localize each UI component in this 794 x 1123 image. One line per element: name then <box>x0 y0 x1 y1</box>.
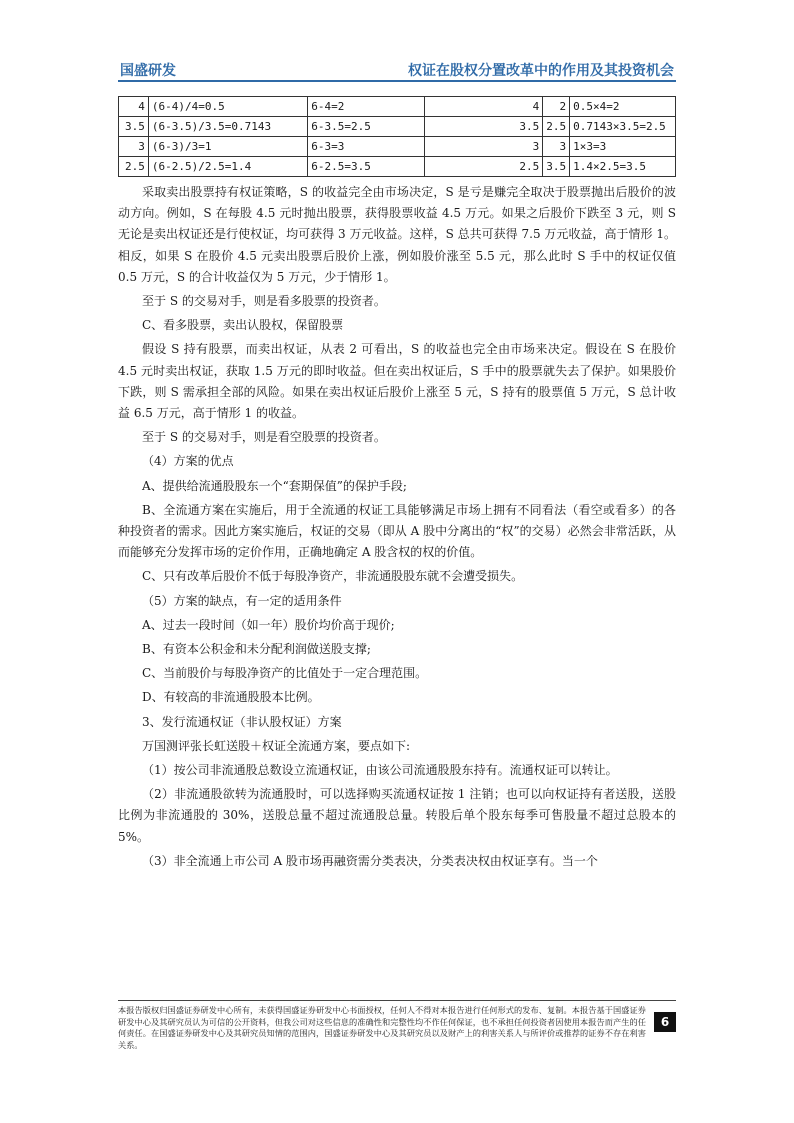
table-cell: 6-2.5=3.5 <box>308 157 425 177</box>
paragraph: （1）按公司非流通股总数设立流通权证，由该公司流通股股东持有。流通权证可以转让。 <box>142 763 618 778</box>
table-cell: 3.5 <box>425 117 543 137</box>
table-row <box>119 117 676 137</box>
table-cell: (6-4)/4=0.5 <box>148 97 307 117</box>
table-cell: 1×3=3 <box>570 137 676 157</box>
table-cell: 4 <box>425 97 543 117</box>
table-cell: 4 <box>119 97 149 117</box>
paragraph: C、看多股票，卖出认股权，保留股票 <box>142 318 344 333</box>
table-cell: 0.7143×3.5=2.5 <box>570 117 676 137</box>
table-cell: 2.5 <box>543 117 570 137</box>
paragraph: C、当前股价与每股净资产的比值处于一定合理范围。 <box>142 666 428 681</box>
paragraph: 采取卖出股票持有权证策略，S 的收益完全由市场决定，S 是亏是赚完全取决于股票抛出后股价的波动方向。例如，S 在每股 4.5 元时抛出股票，获得股票收益 4.5 万元。如果之后股价下跌至 3 元，则 S 无论是卖出权证还是行使权证，均可获得 3 万元收益。这样，S 总共可获得 7.5 万元收益，高于情形 1。相反，如果 S 在股价 4.5 元卖出股票后股价上涨，例如股价涨至 5.5 元，那么此时 S 手中的权证仅值 0.5 万元，S 的合计收益仅为 5 万元，少于情形 1。 <box>118 185 676 284</box>
table-cell: 6-4=2 <box>308 97 425 117</box>
table-cell: 6-3.5=2.5 <box>308 117 425 137</box>
table-cell: (6-3)/3=1 <box>148 137 307 157</box>
table-cell: 3 <box>543 137 570 157</box>
table-cell: 2.5 <box>425 157 543 177</box>
table-row <box>119 137 676 157</box>
table-cell: 0.5×4=2 <box>570 97 676 117</box>
table-cell: 3.5 <box>119 117 149 137</box>
paragraph: B、全流通方案在实施后，用于全流通的权证工具能够满足市场上拥有不同看法（看空或看多）的各种投资者的需求。因此方案实施后，权证的交易（即从 A 股中分离出的“权”的交易）必然会非常活跃，从而能够充分发挥市场的定价作用，正确地确定 A 股含权的权的价值。 <box>118 502 676 560</box>
paragraph: D、有较高的非流通股股本比例。 <box>142 690 320 705</box>
footer-disclaimer: 本报告版权归国盛证券研发中心所有，未获得国盛证券研发中心书面授权，任何人不得对本报告进行任何形式的发布、复制。本报告基于国盛证券研发中心及其研究员认为可信的公开资料，但我公司对这些信息的准确性和完整性均不作任何保证，也不承担任何投资者因使用本报告而产生的任何责任。在国盛证券研发中心及其研究员知情的范围内，国盛证券研发中心及其研究员以及财产上的利害关系人与所评价或推荐的证券不存在利害关系。 <box>118 1005 646 1050</box>
header-brand: 国盛研发 <box>120 63 176 79</box>
header-title: 权证在股权分置改革中的作用及其投资机会 <box>408 63 674 79</box>
section-heading: 3、发行流通权证（非认股权证）方案 <box>142 714 342 729</box>
header-divider <box>118 80 676 82</box>
table-cell: 3 <box>119 137 149 157</box>
table-cell: 3 <box>425 137 543 157</box>
table-cell: 3.5 <box>543 157 570 177</box>
paragraph: 至于 S 的交易对手，则是看多股票的投资者。 <box>142 294 386 309</box>
paragraph: 至于 S 的交易对手，则是看空股票的投资者。 <box>142 430 386 445</box>
paragraph: （3）非全流通上市公司 A 股市场再融资需分类表决，分类表决权由权证享有。当一个 <box>142 853 598 868</box>
section-heading: （4）方案的优点 <box>142 454 234 469</box>
paragraph: C、只有改革后股价不低于每股净资产，非流通股股东就不会遭受损失。 <box>142 569 524 584</box>
footer-divider <box>118 1000 676 1001</box>
paragraph: （2）非流通股欲转为流通股时，可以选择购买流通权证按 1 注销；也可以向权证持有者送股，送股比例为非流通股的 30%，送股总量不超过流通股总量。转股后单个股东每季可售股量不超过总股本的 5%。 <box>118 787 676 844</box>
table-cell: 1.4×2.5=3.5 <box>570 157 676 177</box>
paragraph: A、过去一段时间（如一年）股价均价高于现价; <box>142 617 395 632</box>
page-number: 6 <box>654 1012 676 1032</box>
payoff-table <box>118 96 676 177</box>
table-cell: 2.5 <box>119 157 149 177</box>
paragraph: B、有资本公积金和未分配利润做送股支撑; <box>142 642 371 657</box>
table-cell: (6-2.5)/2.5=1.4 <box>148 157 307 177</box>
table-cell: 2 <box>543 97 570 117</box>
body-text <box>118 182 676 872</box>
paragraph: 假设 S 持有股票，而卖出权证，从表 2 可看出，S 的收益也完全由市场来决定。假设在 S 在股价 4.5 元时卖出权证，获取 1.5 万元的即时收益。但在卖出权证后，S 手中的股票就失去了保护。如果股价下跌，则 S 需承担全部的风险。如果在卖出权证后股价上涨至 5 元，S 持有的股票值 5 万元，S 总计收益 6.5 万元，高于情形 1 的收益。 <box>118 342 676 421</box>
table-cell: 6-3=3 <box>308 137 425 157</box>
paragraph: 万国测评张长虹送股＋权证全流通方案，要点如下: <box>142 738 411 753</box>
section-heading: （5）方案的缺点，有一定的适用条件 <box>142 593 342 608</box>
table-row <box>119 97 676 117</box>
table-cell: (6-3.5)/3.5=0.7143 <box>148 117 307 137</box>
table-row <box>119 157 676 177</box>
paragraph: A、提供给流通股股东一个“套期保值”的保护手段; <box>142 478 407 493</box>
